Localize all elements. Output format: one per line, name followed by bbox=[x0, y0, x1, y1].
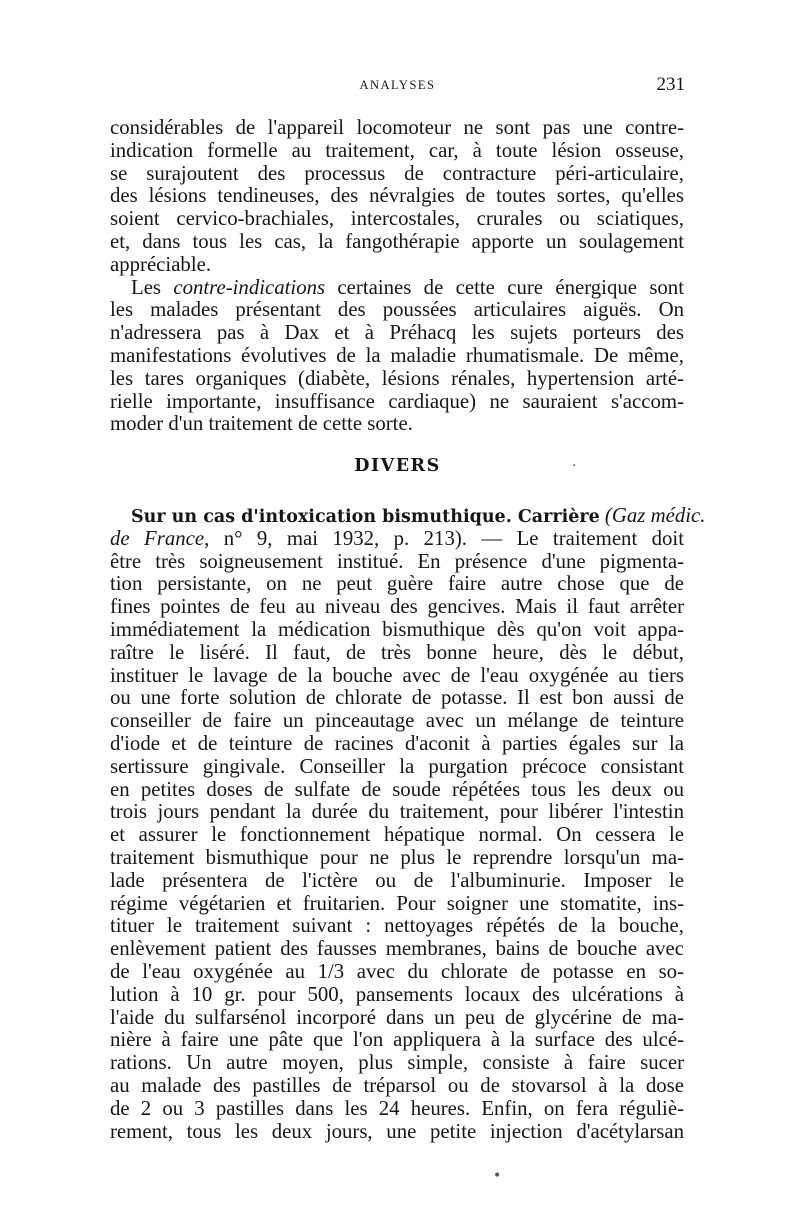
text-line: lade présentera de l'ictère ou de l'albuminurie. Imposer le bbox=[110, 868, 684, 892]
text-line: de l'eau oxygénée au 1/3 avec du chlorate de potasse en so- bbox=[110, 959, 684, 983]
text-line bbox=[110, 277, 684, 300]
article-text bbox=[110, 504, 706, 1143]
running-title: ANALYSES bbox=[359, 78, 436, 92]
text-line: au malade des pastilles de tréparsol ou de stovarsol à la dose bbox=[110, 1073, 684, 1097]
text-line: sertissure gingivale. Conseiller la purgation précoce consistant bbox=[110, 754, 684, 778]
print-speck: · bbox=[572, 458, 577, 474]
text-line: immédiatement la médication bismuthique dès qu'on voit appa- bbox=[110, 617, 684, 641]
text-line: et assurer le fonctionnement hépatique normal. On cessera le bbox=[110, 823, 684, 847]
emphasis-contre-indications: contre-indications bbox=[173, 275, 326, 299]
text-fragment: n° 9, mai 1932, p. 213). — Le traitement doit bbox=[209, 526, 684, 550]
article-reference: de France, bbox=[110, 526, 210, 550]
text-line: l'aide du sulfarsénol incorporé dans un peu de glycérine de ma- bbox=[110, 1005, 684, 1029]
text-line: appréciable. bbox=[110, 252, 212, 276]
intro-text bbox=[110, 117, 684, 436]
text-line: enlèvement patient des fausses membranes, bains de bouche avec bbox=[110, 937, 684, 961]
section-heading: DIVERS bbox=[354, 456, 441, 476]
text-line: tion persistante, on ne peut guère faire autre chose que de bbox=[110, 572, 684, 596]
text-line: trois jours pendant la durée du traitement, pour libérer l'intestin bbox=[110, 800, 684, 824]
text-line: ou une forte solution de chlorate de potasse. Il est bon aussi de bbox=[110, 686, 684, 710]
text-line: régime végétarien et fruitarien. Pour soigner une stomatite, ins- bbox=[110, 891, 684, 915]
text-line: indication formelle au traitement, car, à toute lésion osseuse, bbox=[110, 138, 684, 162]
text-line: n'adressera pas à Dax et à Préhacq les sujets porteurs des bbox=[110, 321, 684, 345]
text-line: tituer le traitement suivant : nettoyages répétés de la bouche, bbox=[110, 914, 684, 938]
text-fragment: certaines de cette cure énergique sont bbox=[325, 275, 684, 299]
text-line: lution à 10 gr. pour 500, pansements locaux des ulcérations à bbox=[110, 982, 684, 1006]
text-line: être très soigneusement institué. En présence d'une pigmenta- bbox=[110, 549, 684, 573]
text-line: les malades présentant des poussées articulaires aiguës. On bbox=[110, 298, 684, 322]
text-fragment: Les bbox=[131, 275, 174, 299]
article-title: Sur un cas d'intoxication bismuthique. Carrière bbox=[131, 507, 600, 527]
text-line: et, dans tous les cas, la fangothérapie apporte un soulagement bbox=[110, 229, 684, 253]
text-line: raître le liséré. Il faut, de très bonne heure, dès le début, bbox=[110, 640, 684, 664]
print-speck: • bbox=[493, 1168, 502, 1184]
text-line: manifestations évolutives de la maladie rhumatismale. De même, bbox=[110, 343, 684, 367]
text-line: considérables de l'appareil locomoteur ne sont pas une contre- bbox=[110, 116, 684, 139]
running-header bbox=[110, 74, 685, 98]
text-line: fines pointes de feu au niveau des gencives. Mais il faut arrêter bbox=[110, 595, 684, 619]
text-line bbox=[110, 504, 706, 528]
text-line: rielle importante, insuffisance cardiaque) ne sauraient s'accom- bbox=[110, 389, 684, 413]
text-line: rement, tous les deux jours, une petite injection d'acétylarsan bbox=[110, 1119, 684, 1143]
text-line: moder d'un traitement de cette sorte. bbox=[110, 412, 413, 436]
page-number: 231 bbox=[656, 74, 685, 95]
text-line: nière à faire une pâte que l'on appliquera à la surface des ulcé- bbox=[110, 1028, 684, 1052]
text-line: instituer le lavage de la bouche avec de l'eau oxygénée au tiers bbox=[110, 663, 684, 687]
text-line: des lésions tendineuses, des névralgies de toutes sortes, qu'elles bbox=[110, 184, 684, 208]
text-line: traitement bismuthique pour ne plus le reprendre lorsqu'un ma- bbox=[110, 845, 684, 869]
text-line: rations. Un autre moyen, plus simple, consiste à faire sucer bbox=[110, 1051, 684, 1075]
text-line: en petites doses de sulfate de soude répétées tous les deux ou bbox=[110, 777, 684, 801]
text-line: de 2 ou 3 pastilles dans les 24 heures. Enfin, on fera réguliè- bbox=[110, 1096, 684, 1120]
text-line: se surajoutent des processus de contracture péri-articulaire, bbox=[110, 161, 684, 185]
text-line: les tares organiques (diabète, lésions rénales, hypertension arté- bbox=[110, 366, 684, 390]
text-line: d'iode et de teinture de racines d'aconit à parties égales sur la bbox=[110, 731, 684, 755]
article-reference: (Gaz médic. bbox=[599, 504, 706, 527]
text-line bbox=[110, 528, 684, 551]
text-line: soient cervico-brachiales, intercostales, crurales ou sciatiques, bbox=[110, 207, 684, 231]
text-line: conseiller de faire un pinceautage avec un mélange de teinture bbox=[110, 709, 684, 733]
